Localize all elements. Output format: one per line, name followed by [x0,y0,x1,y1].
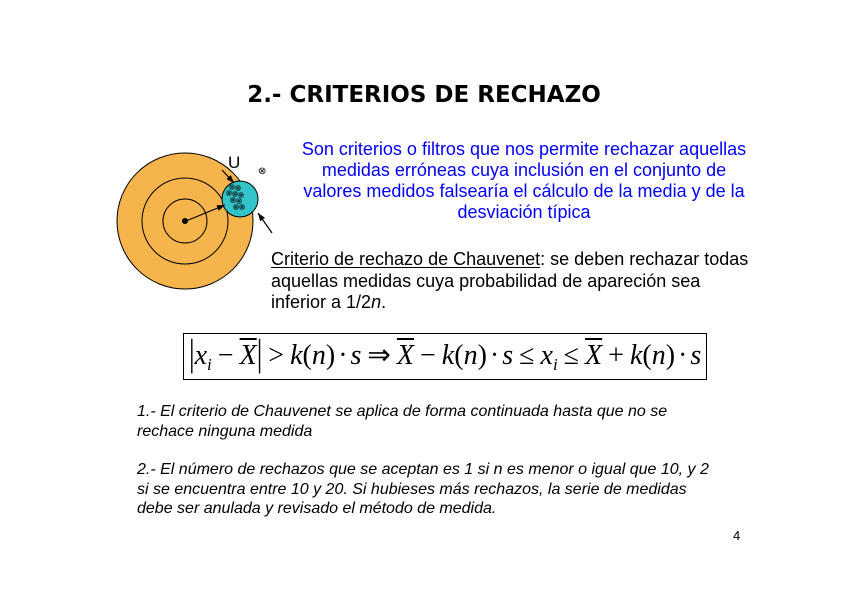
formula-paren-close: ) [325,340,336,371]
formula-var-n: n [311,340,326,371]
note-line: si se encuentra entre 10 y 20. Si hubieses más rechazos, la serie de medidas [137,480,687,498]
note-line: rechace ninguna medida [137,423,313,440]
chauvenet-line: aquellas medidas cuya probabilidad de apareción sea [271,270,701,291]
formula-var-n: n [651,340,666,371]
formula-dot: · [489,340,500,371]
lower-pointer-arrow [258,213,272,233]
definition-line: medidas erróneas cuya inclusión en el conjunto de [321,160,727,180]
formula-mean-x: $\overline{X}$ [239,340,257,371]
rejection-diagram [110,145,280,295]
formula-paren-open: ( [454,340,464,371]
note-1 [137,402,667,442]
formula-less-or-equal: ≤ [563,340,580,371]
formula-paren-open: ( [642,340,652,371]
formula-mean-x: $\overline{X}$ [396,340,414,371]
chauvenet-text: inferior a 1/2 [271,292,372,312]
formula-var-x: x [194,340,208,371]
formula-paren-close: ) [665,340,676,371]
formula-var-k: k [290,340,303,371]
chauvenet-inequality [184,334,706,379]
formula-dot: · [338,340,348,371]
circled-times-icon: ⊗ [258,166,267,177]
chauvenet-text: . [381,292,387,312]
page-number: 4 [733,528,741,543]
definition-text [274,139,774,223]
note-line: 2.- El número de rechazos que se aceptan es 1 si n es menor o igual que 10, y 2 [137,461,709,478]
formula-plus: + [608,340,624,371]
chauvenet-variable-n: n [371,292,382,312]
formula-minus: − [217,340,234,371]
formula-mean-x: $\overline{X}$ [585,340,603,371]
formula-var-k: k [629,340,643,371]
chauvenet-term: Criterio de rechazo de Chauvenet [271,249,541,269]
definition-line: desviación típica [457,202,591,222]
formula-implies: ⇒ [367,340,391,371]
formula-box [183,333,707,380]
formula-abs-bar: | [189,332,195,375]
formula-abs-bar: | [256,332,263,375]
formula-var-k: k [441,340,455,371]
formula-var-n: n [463,340,478,371]
formula-var-s: s [350,340,362,371]
formula-paren-close: ) [477,340,487,371]
chauvenet-line [271,249,748,271]
formula-subscript-i: i [207,355,212,374]
formula-greater-than: > [268,340,285,371]
formula-var-s: s [502,340,514,371]
slide-title: 2.- CRITERIOS DE RECHAZO [247,82,601,108]
note-2 [137,460,709,519]
formula-less-or-equal: ≤ [519,340,535,371]
formula-minus: − [420,340,436,371]
note-line: 1.- El criterio de Chauvenet se aplica de forma continuada hasta que no se [137,403,668,420]
definition-line: valores medidos falsearía el cálculo de la media y de la [303,181,745,201]
chauvenet-text: : se deben rechazar todas [540,249,749,269]
chauvenet-criterion [271,249,748,314]
formula-dot: · [678,340,688,371]
formula-var-s: s [690,340,702,371]
region-label-u: U [228,153,241,172]
formula-paren-open: ( [302,340,312,371]
chauvenet-line [271,292,748,314]
note-line: debe ser anulada y revisado el método de medida. [137,500,497,517]
formula-var-x: x [540,340,553,371]
definition-line: Son criterios o filtros que nos permite rechazar aquellas [301,139,747,159]
formula-subscript-i: i [552,355,558,374]
